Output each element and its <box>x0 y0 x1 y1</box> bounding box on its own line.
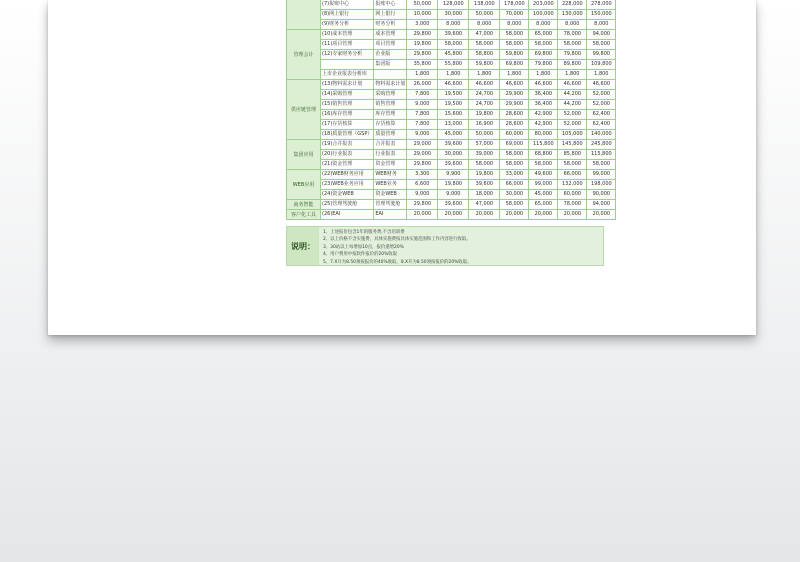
price-cell: 58,000 <box>500 30 529 40</box>
table-row <box>287 20 616 30</box>
price-cell: 24,700 <box>469 90 500 100</box>
price-cell: 89,800 <box>558 60 587 70</box>
group-label-cell: 管理会计 <box>287 30 321 80</box>
price-cell: 10,000 <box>407 10 438 20</box>
module-cell: (18)质量管理（GSP） <box>321 130 374 140</box>
price-cell: 35,800 <box>407 60 438 70</box>
table-row <box>287 50 616 60</box>
price-cell: 19,800 <box>407 40 438 50</box>
price-cell: 59,800 <box>500 50 529 60</box>
price-cell: 46,600 <box>558 80 587 90</box>
price-cell: 29,800 <box>407 30 438 40</box>
price-cell: 58,000 <box>469 160 500 170</box>
table-row <box>287 210 616 220</box>
submodule-cell: 资金WEB <box>374 190 407 200</box>
price-cell: 62,400 <box>587 120 616 130</box>
price-cell: 8,000 <box>469 20 500 30</box>
price-table-body <box>287 0 616 220</box>
table-row <box>287 130 616 140</box>
price-cell: 78,000 <box>558 30 587 40</box>
module-cell <box>321 60 374 70</box>
group-label-cell: WEB应用 <box>287 170 321 200</box>
price-cell: 58,000 <box>500 200 529 210</box>
module-cell: (15)销售管理 <box>321 100 374 110</box>
price-cell: 33,000 <box>500 170 529 180</box>
submodule-cell: 库存管理 <box>374 110 407 120</box>
price-cell: 30,000 <box>438 10 469 20</box>
price-cell: 9,000 <box>407 100 438 110</box>
price-cell: 29,800 <box>407 160 438 170</box>
submodule-cell: 行业报表 <box>374 150 407 160</box>
note-item: 1、上述报价包含1年的服务费,不含培训费 <box>323 230 405 235</box>
price-cell: 58,000 <box>529 40 558 50</box>
price-cell: 79,800 <box>529 60 558 70</box>
price-cell: 145,800 <box>558 140 587 150</box>
price-cell: 50,000 <box>469 130 500 140</box>
price-cell: 8,000 <box>529 20 558 30</box>
module-cell: (13)物料需求计划 <box>321 80 374 90</box>
price-cell: 9,000 <box>407 130 438 140</box>
group-label-cell: 供应链管理 <box>287 80 321 140</box>
price-cell: 20,000 <box>407 210 438 220</box>
price-cell: 29,900 <box>500 100 529 110</box>
price-cell: 90,000 <box>587 190 616 200</box>
price-cell: 1,800 <box>529 70 558 80</box>
price-cell: 58,000 <box>469 40 500 50</box>
price-cell: 8,000 <box>438 20 469 30</box>
price-cell: 59,800 <box>469 60 500 70</box>
price-cell: 1,800 <box>469 70 500 80</box>
price-cell: 20,000 <box>558 210 587 220</box>
price-cell: 19,800 <box>469 170 500 180</box>
module-cell: (17)存货核算 <box>321 120 374 130</box>
price-cell: 39,600 <box>438 200 469 210</box>
price-cell: 46,600 <box>500 80 529 90</box>
notes-label: 说明： <box>287 227 319 265</box>
price-cell: 7,800 <box>407 110 438 120</box>
module-cell: (10)成本管理 <box>321 30 374 40</box>
price-cell: 7,800 <box>407 90 438 100</box>
price-cell: 9,000 <box>438 190 469 200</box>
price-cell: 58,000 <box>529 160 558 170</box>
submodule-cell: 成本管理 <box>374 30 407 40</box>
price-cell: 20,000 <box>500 210 529 220</box>
price-cell: 7,800 <box>407 120 438 130</box>
price-cell: 44,200 <box>558 90 587 100</box>
price-cell: 39,600 <box>469 180 500 190</box>
price-cell: 19,500 <box>438 100 469 110</box>
module-cell: (24)资金WEB <box>321 190 374 200</box>
price-cell: 105,000 <box>558 130 587 140</box>
price-cell: 150,000 <box>587 10 616 20</box>
table-row <box>287 160 616 170</box>
table-row <box>287 110 616 120</box>
submodule-cell: WEB财务 <box>374 170 407 180</box>
document-page <box>48 0 756 335</box>
module-cell: (8)网上银行 <box>321 10 374 20</box>
price-cell: 60,000 <box>500 130 529 140</box>
price-cell: 30,000 <box>500 190 529 200</box>
submodule-cell: 销售管理 <box>374 100 407 110</box>
price-cell: 20,000 <box>529 210 558 220</box>
price-cell: 8,000 <box>500 20 529 30</box>
price-cell: 58,000 <box>587 160 616 170</box>
price-cell: 132,000 <box>558 180 587 190</box>
price-cell: 65,000 <box>529 200 558 210</box>
price-cell: 45,000 <box>529 190 558 200</box>
module-cell: (25)管理驾驶舱 <box>321 200 374 210</box>
price-cell: 19,800 <box>469 110 500 120</box>
module-cell: (7)报账中心 <box>321 0 374 10</box>
price-cell: 58,000 <box>500 150 529 160</box>
price-cell: 47,000 <box>469 200 500 210</box>
price-cell: 69,800 <box>529 50 558 60</box>
price-cell: 45,800 <box>438 50 469 60</box>
price-cell: 3,000 <box>407 20 438 30</box>
price-cell: 15,600 <box>438 110 469 120</box>
price-cell: 1,800 <box>587 70 616 80</box>
price-cell: 58,000 <box>438 40 469 50</box>
price-cell: 99,000 <box>529 180 558 190</box>
module-cell: (26)EAI <box>321 210 374 220</box>
price-cell: 100,000 <box>529 10 558 20</box>
price-cell: 36,400 <box>529 100 558 110</box>
module-cell: (9)财务分析 <box>321 20 374 30</box>
price-cell: 42,900 <box>529 120 558 130</box>
price-cell: 29,900 <box>500 90 529 100</box>
table-row <box>287 150 616 160</box>
price-cell: 19,500 <box>438 90 469 100</box>
price-cell: 39,600 <box>438 140 469 150</box>
price-cell: 26,000 <box>407 80 438 90</box>
module-cell: (12)专家财务分析 <box>321 50 374 60</box>
note-item: 2、以上价格不含实施费，具体实施费按具体实施范围和工作内容进行收取。 <box>323 237 471 243</box>
price-cell: 52,000 <box>587 100 616 110</box>
price-cell: 138,000 <box>469 0 500 10</box>
price-cell: 52,000 <box>558 120 587 130</box>
price-cell: 20,000 <box>587 210 616 220</box>
submodule-cell: 网上银行 <box>374 10 407 20</box>
price-cell: 130,000 <box>558 10 587 20</box>
notes-box <box>286 226 604 266</box>
table-row <box>287 170 616 180</box>
submodule-cell: 存货核算 <box>374 120 407 130</box>
price-cell: 66,000 <box>500 180 529 190</box>
price-cell: 58,000 <box>558 40 587 50</box>
price-cell: 68,800 <box>529 150 558 160</box>
price-cell: 19,800 <box>438 180 469 190</box>
price-cell: 80,000 <box>529 130 558 140</box>
price-cell: 78,000 <box>558 200 587 210</box>
module-cell: (16)库存管理 <box>321 110 374 120</box>
table-row <box>287 100 616 110</box>
price-cell: 1,800 <box>558 70 587 80</box>
submodule-cell: 项目管理 <box>374 40 407 50</box>
submodule-cell <box>374 70 407 80</box>
price-cell: 28,600 <box>500 110 529 120</box>
group-label-cell <box>287 0 321 30</box>
submodule-cell: 物料需求计划 <box>374 80 407 90</box>
group-label-cell: 客户化工具 <box>287 210 321 220</box>
price-cell: 50,000 <box>469 10 500 20</box>
price-cell: 39,600 <box>438 160 469 170</box>
price-cell: 203,000 <box>529 0 558 10</box>
price-cell: 6,600 <box>407 180 438 190</box>
price-cell: 198,000 <box>587 180 616 190</box>
price-cell: 29,800 <box>407 200 438 210</box>
price-cell: 178,000 <box>500 0 529 10</box>
submodule-cell: 报账中心 <box>374 0 407 10</box>
price-cell: 245,800 <box>587 140 616 150</box>
price-cell: 39,600 <box>438 30 469 40</box>
note-item: 4、用户费用中按软件报价的20%收取 <box>323 252 398 258</box>
submodule-cell: 合并报表 <box>374 140 407 150</box>
price-cell: 140,000 <box>587 130 616 140</box>
price-cell: 47,000 <box>469 30 500 40</box>
price-cell: 1,800 <box>438 70 469 80</box>
table-row <box>287 80 616 90</box>
price-cell: 46,600 <box>438 80 469 90</box>
price-cell: 36,400 <box>529 90 558 100</box>
price-cell: 109,800 <box>587 60 616 70</box>
price-cell: 44,200 <box>558 100 587 110</box>
price-cell: 99,800 <box>587 50 616 60</box>
price-cell: 58,800 <box>469 50 500 60</box>
submodule-cell: 集团版 <box>374 60 407 70</box>
table-row <box>287 120 616 130</box>
price-cell: 79,800 <box>558 50 587 60</box>
price-cell: 46,600 <box>469 80 500 90</box>
table-row <box>287 70 616 80</box>
price-cell: 66,000 <box>558 170 587 180</box>
price-cell: 115,800 <box>587 150 616 160</box>
price-cell: 58,000 <box>587 40 616 50</box>
module-cell: (19)合并报表 <box>321 140 374 150</box>
price-cell: 46,600 <box>529 80 558 90</box>
price-cell: 99,000 <box>587 170 616 180</box>
submodule-cell: 采购管理 <box>374 90 407 100</box>
price-cell: 24,700 <box>469 100 500 110</box>
table-row <box>287 180 616 190</box>
price-cell: 20,000 <box>469 210 500 220</box>
table-row <box>287 0 616 10</box>
price-cell: 60,000 <box>558 190 587 200</box>
price-cell: 9,000 <box>407 190 438 200</box>
price-cell: 65,000 <box>529 30 558 40</box>
price-cell: 46,600 <box>587 80 616 90</box>
group-label-cell: 商务智能 <box>287 200 321 210</box>
module-cell: (20)行业报表 <box>321 150 374 160</box>
price-cell: 30,000 <box>438 150 469 160</box>
price-cell: 42,900 <box>529 110 558 120</box>
price-cell: 62,400 <box>587 110 616 120</box>
price-cell: 94,000 <box>587 30 616 40</box>
group-label-cell: 集团应用 <box>287 140 321 170</box>
table-row <box>287 140 616 150</box>
price-cell: 9,900 <box>438 170 469 180</box>
price-cell: 69,000 <box>500 140 529 150</box>
price-cell: 18,000 <box>469 190 500 200</box>
price-cell: 39,000 <box>469 150 500 160</box>
price-cell: 52,000 <box>587 90 616 100</box>
price-cell: 28,600 <box>500 120 529 130</box>
price-cell: 8,000 <box>558 20 587 30</box>
price-cell: 70,000 <box>500 10 529 20</box>
price-cell: 3,300 <box>407 170 438 180</box>
note-item: 3、30站以上每增加10点，报价递增20% <box>323 244 404 250</box>
table-row <box>287 60 616 70</box>
note-item: 5、7.X升为8.50须按报价的40%收取，8.X升为8.50须按报价的20%收取。 <box>323 259 472 265</box>
price-table <box>286 0 616 220</box>
notes-list <box>323 229 471 266</box>
price-cell: 58,000 <box>558 160 587 170</box>
submodule-cell: 企业版 <box>374 50 407 60</box>
submodule-cell: WEB业务 <box>374 180 407 190</box>
table-row <box>287 10 616 20</box>
price-cell: 278,000 <box>587 0 616 10</box>
price-cell: 1,800 <box>500 70 529 80</box>
price-cell: 58,000 <box>500 40 529 50</box>
table-row <box>287 30 616 40</box>
price-cell: 49,600 <box>529 170 558 180</box>
module-cell: (22)WEB财务应用 <box>321 170 374 180</box>
price-cell: 29,000 <box>407 140 438 150</box>
price-cell: 45,000 <box>438 130 469 140</box>
module-cell: (14)采购管理 <box>321 90 374 100</box>
price-cell: 115,800 <box>529 140 558 150</box>
submodule-cell: 质量管理 <box>374 130 407 140</box>
module-cell: (21)资金管理 <box>321 160 374 170</box>
price-cell: 13,000 <box>438 120 469 130</box>
price-cell: 69,800 <box>500 60 529 70</box>
price-cell: 94,000 <box>587 200 616 210</box>
submodule-cell: 管理驾驶舱 <box>374 200 407 210</box>
table-row <box>287 90 616 100</box>
price-cell: 52,000 <box>558 110 587 120</box>
module-cell: (23)WEB业务应用 <box>321 180 374 190</box>
price-cell: 29,000 <box>407 150 438 160</box>
price-cell: 85,800 <box>558 150 587 160</box>
submodule-cell: EAI <box>374 210 407 220</box>
price-cell: 1,800 <box>407 70 438 80</box>
price-cell: 57,000 <box>469 140 500 150</box>
price-cell: 20,000 <box>438 210 469 220</box>
submodule-cell: 财务分析 <box>374 20 407 30</box>
price-cell: 50,000 <box>407 0 438 10</box>
module-cell: 上市企业报表分析库 <box>321 70 374 80</box>
price-cell: 29,800 <box>407 50 438 60</box>
price-cell: 55,800 <box>438 60 469 70</box>
price-cell: 128,000 <box>438 0 469 10</box>
submodule-cell: 资金管理 <box>374 160 407 170</box>
table-row <box>287 200 616 210</box>
price-cell: 8,000 <box>587 20 616 30</box>
price-cell: 58,000 <box>500 160 529 170</box>
table-row <box>287 190 616 200</box>
table-row <box>287 40 616 50</box>
price-cell: 16,900 <box>469 120 500 130</box>
price-cell: 228,000 <box>558 0 587 10</box>
module-cell: (11)项目管理 <box>321 40 374 50</box>
